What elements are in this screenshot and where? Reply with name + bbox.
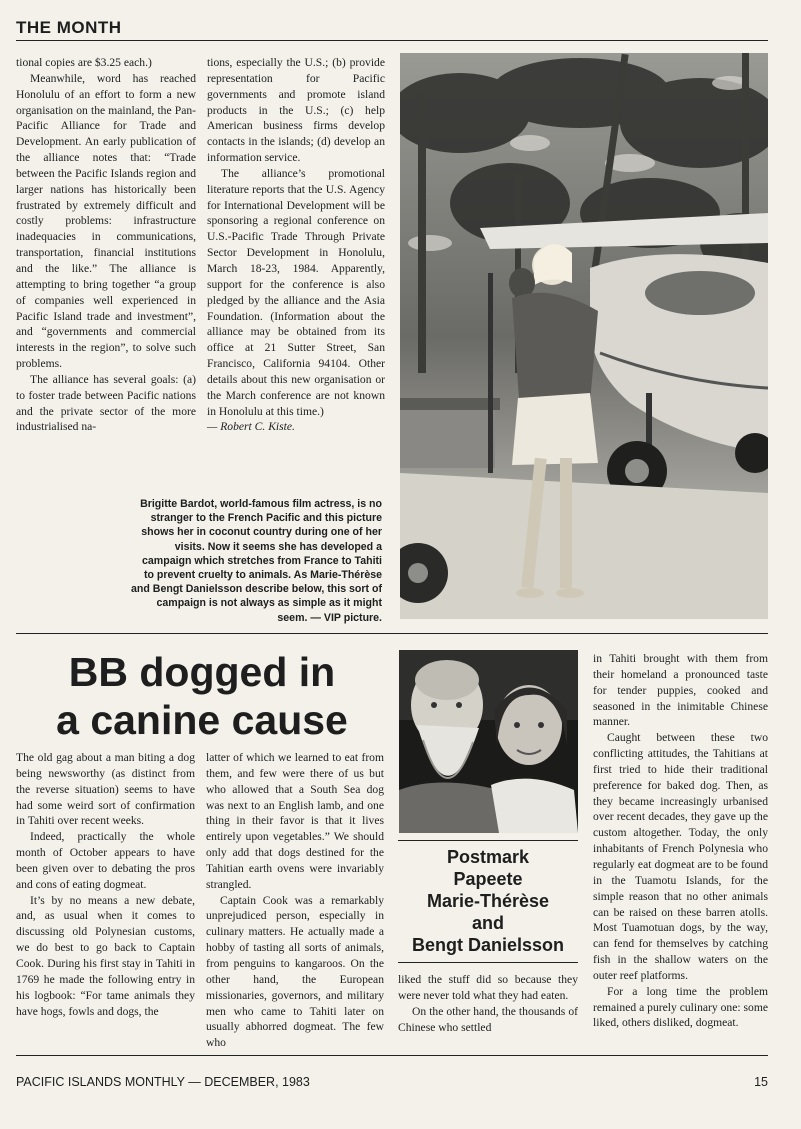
section-title: THE MONTH (16, 18, 122, 37)
header-rule (16, 40, 768, 41)
byline-rule-bottom (398, 962, 578, 963)
author-signature: — Robert C. Kiste. (207, 420, 295, 434)
story-col-1 (16, 750, 195, 1019)
paragraph: On the other hand, the thousands of Chinese who settled (398, 1004, 578, 1034)
byline-line: Papeete (453, 869, 523, 889)
publication-footer: PACIFIC ISLANDS MONTHLY — DECEMBER, 1983 (16, 1075, 310, 1089)
paragraph: tional copies are $3.25 each.) (16, 56, 152, 69)
footer-rule (16, 1055, 768, 1056)
byline-author: Bengt Danielsson (411, 935, 565, 955)
photo-caption: Brigitte Bardot, world-famous film actress, is no stranger to the French Pacific and this picture shows her in coconut country during one of her visits. Now it seems she has developed a campaign which stretches from France to Tahiti to prevent cruelty to animals. As Marie-Thérèse and Bengt Danielsson describe below, this sort of campaign is not always as simple as it might seem. — VIP picture. (131, 498, 382, 624)
byline-line: Postmark (446, 847, 530, 867)
byline (398, 846, 578, 956)
paragraph: Indeed, practically the whole month of October appears to have been given over to debating the pros and cons of eating dogmeat. (16, 830, 195, 891)
authors-photo (399, 650, 578, 833)
paragraph: Meanwhile, word has reached Honolulu of an effort to form a new organisation on the mainland, the Pan-Pacific Alliance for Trade and Development. An early publication of the alliance notes that: “Trade between the Pacific Islands region and larger nations has historically been frustrated by extremely difficult and costly problems: infrastructure inadequacies in communications, transportation, financial institutions and the like.” The alliance is attempting to bring together “a group of companies well experienced in Pacific Island trade and investment”, and “governments and commercial interests in the region”, to solve such problems. (16, 71, 196, 371)
byline-author: Marie-Thérèse (426, 891, 550, 911)
paragraph: liked the stuff did so because they were never told what they had eaten. (398, 973, 578, 1002)
story-col-4 (593, 651, 768, 1031)
paragraph: The old gag about a man biting a dog being newsworthy (as distinct from the reverse situation) seems to have had some weird sort of confirmation in Tahiti over recent weeks. (16, 751, 195, 828)
byline-line: and (471, 913, 504, 933)
story-headline (32, 648, 372, 744)
paragraph: The alliance has several goals: (a) to foster trade between Pacific nations and the private sector of the more industrialised na- (16, 372, 196, 434)
paragraph: tions, especially the U.S.; (b) provide representation for Pacific governments and promote island products in the U.S.; (c) help American business firms develop contacts in the islands; (d) develop an information service. (207, 56, 385, 165)
section-rule (16, 633, 768, 634)
paragraph: Caught between these two conflicting attitudes, the Tahitians at first tried to hide their traditional preference for baked dog. Then, as they became increasingly urbanised over recent decades, they gave up the custom altogether. Today, the only inhabitants of French Polynesia who regularly eat dogmeat are to be found in the Tuamotu Islands, for the simple reason that no other animals can be raised on these barren atolls. Most Tuamotuan dogs, by the way, can fend for themselves by catching fish in the shallow waters on the outer reef platforms. (593, 731, 768, 982)
paragraph: latter of which we learned to eat from them, and few were there of us but who allowed that a South Sea dog was next to an English lamb, and one thing in their favor is that it lives entirely upon vegetables.” We should only add that dogs destined for the Tahitian earth ovens were invariably strangled. (206, 751, 384, 891)
paragraph: The alliance’s promotional literature reports that the U.S. Agency for International Development will be sponsoring a regional conference on U.S.-Pacific Trade Through Private Sector Development in Honolulu, March 18-23, 1984. Apparently, support for the conference is also pledged by the alliance and the Asia Foundation. (Information about the alliance may be obtained from its office at 21 Sutter Street, San Francisco, California 94104. Other details about this new organisation or the March conference are not known in Honolulu at this time.) (207, 166, 385, 418)
top-article-col-2 (207, 55, 385, 435)
headline-line: BB dogged in (68, 649, 336, 695)
paragraph: Captain Cook was a remarkably unprejudiced person, especially in culinary matters. He actually made a hobby of tasting all sorts of animals, from penguins to kangaroos. On the other hand, the European missionaries, governors, and military men who came to Tahiti later on usually abhorred dogmeat. The few who (206, 893, 384, 1050)
bardot-photo (400, 53, 768, 619)
story-col-2 (206, 750, 384, 1051)
paragraph: For a long time the problem remained a purely culinary one: some liked, others disliked, dogmeat. (593, 984, 768, 1030)
paragraph: in Tahiti brought with them from their homeland a pronounced taste for tender puppies, cooked and seasoned in the inimitable Chinese manner. (593, 652, 768, 729)
page-number: 15 (754, 1075, 768, 1089)
byline-rule-top (398, 840, 578, 841)
paragraph: It’s by no means a new debate, and, as usual when it comes to discussing old Polynesian customs, we do best to go back to Captain Cook. During his first stay in Tahiti in 1769 he made the following entry in his logbook: “For tame animals they have hogs, fowls and dogs, the (16, 893, 195, 1018)
top-article-col-1 (16, 55, 196, 435)
story-col-3 (398, 972, 578, 1035)
headline-line: a canine cause (56, 697, 348, 743)
